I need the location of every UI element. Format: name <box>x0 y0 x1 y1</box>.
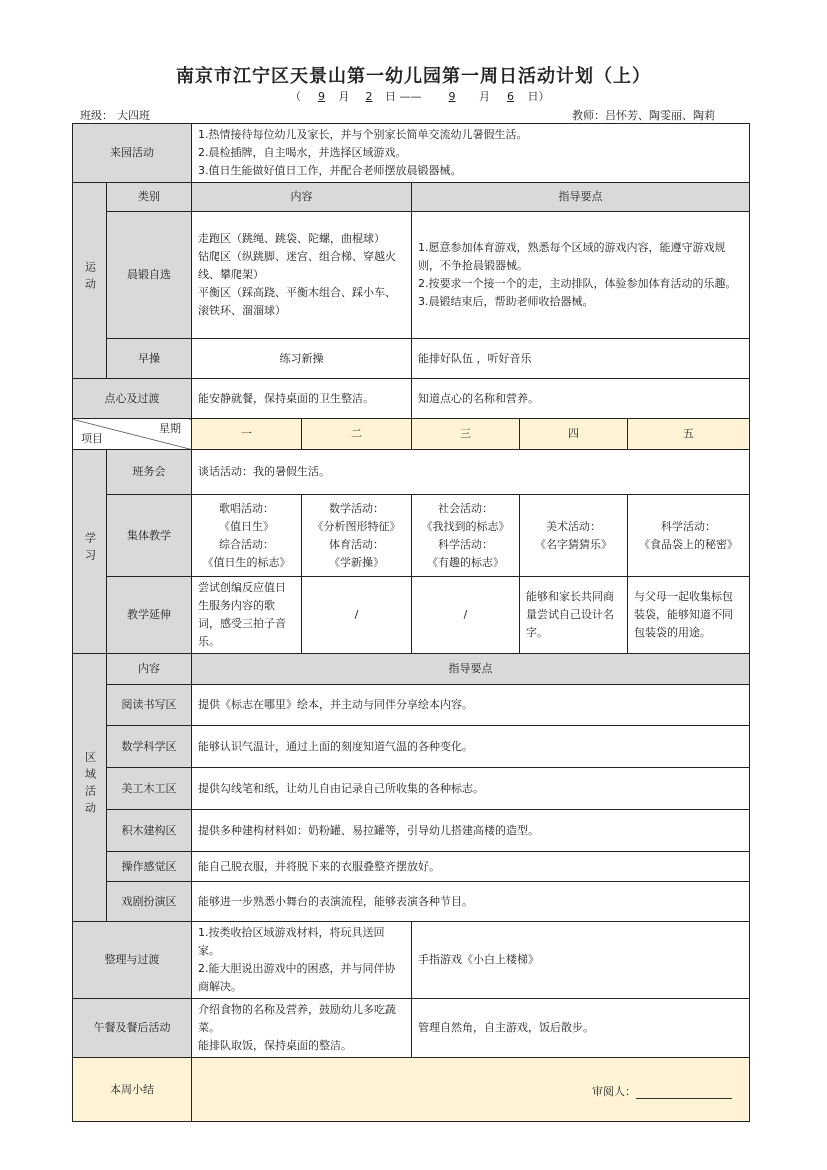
month-char: 月 <box>338 90 350 103</box>
class-info <box>80 107 193 124</box>
tidy-line: 2.能大胆说出游戏中的困惑，并与同伴协商解决。 <box>198 962 396 993</box>
area-row <box>73 882 750 922</box>
lunch-points: 管理自然角，自主游戏，饭后散步。 <box>412 999 750 1058</box>
morning-exercise-content <box>192 212 412 339</box>
drill-content: 练习新操 <box>192 339 412 379</box>
teacher-label: 教师： <box>572 109 605 122</box>
weekday-item-header <box>73 419 192 450</box>
day-fri: 五 <box>628 419 750 450</box>
area-name: 操作感觉区 <box>107 852 192 882</box>
areas-label-text: 区域活动 <box>83 750 97 819</box>
lunch-row <box>73 999 750 1058</box>
teaching-extension-label: 教学延伸 <box>107 577 192 654</box>
group-teaching-mon: 歌唱活动： 《值日生》 综合活动： 《值日生的标志》 <box>192 495 302 577</box>
arrival-line: 1.热情接待每位幼儿及家长，并与个别家长简单交流幼儿暑假生活。 <box>198 128 528 141</box>
exercise-zone: 钻爬区（纵跳脚、迷宫、组合梯、穿越火线、攀爬架） <box>198 250 396 281</box>
areas-label <box>73 654 107 922</box>
teacher-value: 吕怀芳、陶雯丽、陶莉 <box>605 109 715 122</box>
area-row <box>73 726 750 768</box>
tidy-label: 整理与过渡 <box>73 922 192 999</box>
guidance-point: 2.按要求一个接一个的走，主动排队，体验参加体育活动的乐趣。 <box>418 277 737 290</box>
study-label-text: 学习 <box>83 531 97 566</box>
areas-col-content: 内容 <box>107 654 192 685</box>
page-title: 南京市江宁区天景山第一幼儿园第一周日活动计划（上） <box>176 66 651 87</box>
lunch-line: 介绍食物的名称及营养，鼓励幼儿多吃蔬菜。 <box>198 1003 396 1034</box>
guidance-point: 1.愿意参加体育游戏，熟悉每个区域的游戏内容，能遵守游戏规则，不争抢晨锻器械。 <box>418 241 726 272</box>
teaching-extension-wed: / <box>412 577 520 654</box>
drill-points: 能排好队伍 ，听好音乐 <box>412 339 750 379</box>
area-name: 积木建构区 <box>107 810 192 852</box>
morning-exercise-points <box>412 212 750 339</box>
area-row <box>73 685 750 726</box>
end-day: 6 <box>507 90 514 103</box>
reviewer-label: 审阅人： <box>592 1085 636 1098</box>
teaching-extension-tue: / <box>302 577 412 654</box>
date-range <box>290 88 550 104</box>
area-guidance: 能够进一步熟悉小舞台的表演流程，能够表演各种节目。 <box>192 882 750 922</box>
study-label <box>73 450 107 654</box>
lunch-content <box>192 999 412 1058</box>
activity-plan-table <box>72 123 750 1122</box>
day-thu: 四 <box>520 419 628 450</box>
class-value: 大四班 <box>113 107 193 124</box>
group-teaching-tue: 数学活动： 《分析图形特征》 体育活动： 《学新操》 <box>302 495 412 577</box>
area-guidance: 提供勾线笔和纸，让幼儿自由记录自己所收集的各种标志。 <box>192 768 750 810</box>
summary-label: 本周小结 <box>73 1058 192 1122</box>
group-teaching-row <box>73 495 750 577</box>
exercise-zone: 平衡区（踩高跷、平衡木组合、踩小车、滚铁环、溜溜球） <box>198 286 396 317</box>
lunch-line: 能排队取饭，保持桌面的整洁。 <box>198 1039 352 1052</box>
day-mon: 一 <box>192 419 302 450</box>
teaching-extension-thu: 能够和家长共同商量尝试自己设计名字。 <box>520 577 628 654</box>
class-label: 班级： <box>80 109 113 122</box>
arrival-line: 3.值日生能做好值日工作，并配合老师摆放晨锻器械。 <box>198 164 462 177</box>
item-label: 项目 <box>81 432 103 445</box>
date-close-paren: ） <box>538 90 550 103</box>
date-dash: —— <box>399 90 422 103</box>
col-points: 指导要点 <box>412 183 750 212</box>
end-month: 9 <box>448 90 456 103</box>
area-guidance: 能够认识气温计，通过上面的刻度知道气温的各种变化。 <box>192 726 750 768</box>
snack-points: 知道点心的名称和营养。 <box>412 379 750 419</box>
area-guidance: 提供《标志在哪里》绘本，并主动与同伴分享绘本内容。 <box>192 685 750 726</box>
guidance-point: 3.晨锻结束后，帮助老师收拾器械。 <box>418 295 594 308</box>
class-meeting-row <box>73 450 750 495</box>
teaching-extension-mon: 尝试创编反应值日生服务内容的歌词，感受三拍子音乐。 <box>192 577 302 654</box>
teaching-extension-row <box>73 577 750 654</box>
exercise-label <box>73 183 107 379</box>
teacher-info <box>572 107 715 123</box>
area-row <box>73 810 750 852</box>
area-guidance: 能自己脱衣服，并将脱下来的衣服叠整齐摆放好。 <box>192 852 750 882</box>
day-tue: 二 <box>302 419 412 450</box>
day-wed: 三 <box>412 419 520 450</box>
group-teaching-fri: 科学活动： 《食品袋上的秘密》 <box>628 495 750 577</box>
exercise-header-row <box>73 183 750 212</box>
area-name: 数学科学区 <box>107 726 192 768</box>
day-char: 日 <box>385 90 396 103</box>
morning-exercise-label: 晨锻自选 <box>107 212 192 339</box>
group-teaching-wed: 社会活动： 《我找到的标志》 科学活动： 《有趣的标志》 <box>412 495 520 577</box>
date-open-paren: （ <box>290 90 301 103</box>
col-content: 内容 <box>192 183 412 212</box>
morning-exercise-row <box>73 212 750 339</box>
group-teaching-thu: 美术活动： 《名字猜猜乐》 <box>520 495 628 577</box>
reviewer-signature-line[interactable] <box>636 1098 732 1099</box>
start-day: 2 <box>365 90 373 103</box>
arrival-content <box>192 124 750 183</box>
drill-label: 早操 <box>107 339 192 379</box>
snack-label: 点心及过渡 <box>73 379 192 419</box>
month-char: 月 <box>479 90 490 103</box>
area-row <box>73 768 750 810</box>
class-meeting-content: 谈话活动：我的暑假生活。 <box>192 450 750 495</box>
arrival-line: 2.晨检插牌，自主喝水，并选择区域游戏。 <box>198 146 407 159</box>
weekday-label: 星期 <box>159 422 181 435</box>
area-guidance: 提供多种建构材料如：奶粉罐、易拉罐等，引导幼儿搭建高楼的造型。 <box>192 810 750 852</box>
exercise-label-text: 运动 <box>83 260 97 295</box>
arrival-label: 来园活动 <box>73 124 192 183</box>
drill-row <box>73 339 750 379</box>
group-teaching-label: 集体教学 <box>107 495 192 577</box>
area-name: 戏剧扮演区 <box>107 882 192 922</box>
tidy-content <box>192 922 412 999</box>
areas-col-points: 指导要点 <box>192 654 750 685</box>
snack-content: 能安静就餐，保持桌面的卫生整洁。 <box>192 379 412 419</box>
weekday-header-row <box>73 419 750 450</box>
area-name: 阅读书写区 <box>107 685 192 726</box>
lunch-label: 午餐及餐后活动 <box>73 999 192 1058</box>
teaching-extension-fri: 与父母一起收集标包装袋，能够知道不同包装袋的用途。 <box>628 577 750 654</box>
tidy-points: 手指游戏《小白上楼梯》 <box>412 922 750 999</box>
area-name: 美工木工区 <box>107 768 192 810</box>
start-month: 9 <box>318 90 325 103</box>
day-char: 日 <box>527 90 539 103</box>
areas-header-row <box>73 654 750 685</box>
exercise-zone: 走跑区（跳绳、跳袋、陀螺，曲棍球） <box>198 232 385 245</box>
col-category: 类别 <box>107 183 192 212</box>
snack-row <box>73 379 750 419</box>
tidy-row <box>73 922 750 999</box>
reviewer <box>592 1083 732 1099</box>
class-meeting-label: 班务会 <box>107 450 192 495</box>
tidy-line: 1.按类收拾区域游戏材料，将玩具送回家。 <box>198 926 385 957</box>
area-row <box>73 852 750 882</box>
arrival-row <box>73 124 750 183</box>
